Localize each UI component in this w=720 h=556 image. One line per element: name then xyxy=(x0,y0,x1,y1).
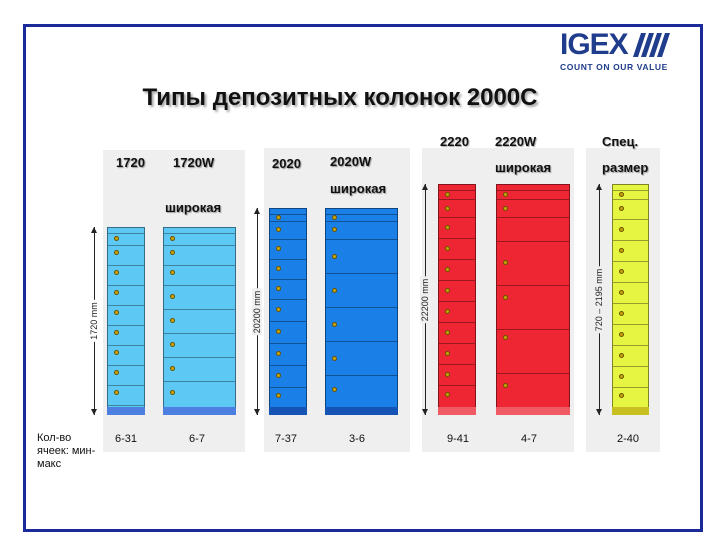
dimension-2020 xyxy=(250,208,264,415)
lock-icon xyxy=(445,330,450,335)
lock-icon xyxy=(445,246,450,251)
lock-icon xyxy=(503,383,508,388)
label-1720: 1720 xyxy=(116,155,145,170)
lock-icon xyxy=(445,267,450,272)
count-1720w: 6-7 xyxy=(189,433,205,445)
lock-icon xyxy=(445,372,450,377)
lock-icon xyxy=(170,236,175,241)
label-2020w: 2020W xyxy=(330,154,372,169)
column-plinth xyxy=(612,407,649,415)
cell-divider xyxy=(613,345,648,346)
cell-divider xyxy=(613,303,648,304)
dimension-label-2020: 20200 mm xyxy=(252,290,262,333)
cell-divider xyxy=(326,214,397,215)
count-special: 2-40 xyxy=(616,433,640,445)
cell-divider xyxy=(164,265,235,266)
cell-divider xyxy=(326,375,397,376)
cell-divider xyxy=(439,301,475,302)
logo-tagline: COUNT ON OUR VALUE xyxy=(560,62,668,72)
cell-divider xyxy=(270,259,306,260)
label-1720w-subtitle: широкая xyxy=(165,200,222,215)
logo-wordmark: IGEX xyxy=(560,28,628,61)
lock-icon xyxy=(445,288,450,293)
column-plinth xyxy=(496,407,570,415)
lock-icon xyxy=(114,350,119,355)
cell-divider xyxy=(613,387,648,388)
cell-divider xyxy=(439,343,475,344)
cell-divider xyxy=(108,345,144,346)
cell-divider xyxy=(108,365,144,366)
lock-icon xyxy=(619,192,624,197)
lock-icon xyxy=(332,288,337,293)
column-plinth xyxy=(163,407,236,415)
arrow-up-icon xyxy=(254,208,260,214)
lock-icon xyxy=(503,206,508,211)
cell-divider xyxy=(164,309,235,310)
arrow-down-icon xyxy=(422,409,428,415)
arrow-up-icon xyxy=(91,227,97,233)
label-2220w-subtitle: широкая xyxy=(495,160,552,175)
cell-divider xyxy=(613,199,648,200)
count-2220: 9-41 xyxy=(446,433,470,445)
label-1720w: 1720W xyxy=(173,155,215,170)
column-2020w xyxy=(325,208,398,415)
column-1720w xyxy=(163,227,236,415)
dimension-1720 xyxy=(87,227,101,415)
arrow-up-icon xyxy=(422,184,428,190)
cell-divider xyxy=(613,282,648,283)
lock-icon xyxy=(619,311,624,316)
dimension-special xyxy=(592,184,606,415)
lock-icon xyxy=(619,353,624,358)
lock-icon xyxy=(114,310,119,315)
lock-icon xyxy=(114,390,119,395)
cell-divider xyxy=(270,279,306,280)
column-special xyxy=(612,184,649,415)
cell-divider xyxy=(164,285,235,286)
cell-divider xyxy=(439,322,475,323)
label-special: Спец. xyxy=(602,134,639,149)
column-plinth xyxy=(107,407,145,415)
dimension-label-1720: 1720 mm xyxy=(89,302,99,340)
dimension-label-2220: 22200 mm xyxy=(420,278,430,321)
lock-icon xyxy=(445,206,450,211)
cell-divider xyxy=(164,333,235,334)
lock-icon xyxy=(114,236,119,241)
cell-divider xyxy=(439,280,475,281)
lock-icon xyxy=(503,260,508,265)
cell-divider xyxy=(270,365,306,366)
column-2220w xyxy=(496,184,570,415)
cell-divider xyxy=(439,385,475,386)
slide-title: Типы депозитных колонок 2000С xyxy=(142,84,538,111)
cell-count-label: Кол-во ячеек: мин-макс xyxy=(37,432,96,470)
cell-divider xyxy=(613,190,648,191)
count-2020w: 3-6 xyxy=(349,433,365,445)
cell-divider xyxy=(108,245,144,246)
label-2220w: 2220W xyxy=(495,134,537,149)
cell-divider xyxy=(164,381,235,382)
count-1720: 6-31 xyxy=(114,433,138,445)
label-special-subtitle: размер xyxy=(602,160,649,175)
cell-divider xyxy=(613,219,648,220)
label-2020: 2020 xyxy=(272,156,301,171)
cell-divider xyxy=(439,217,475,218)
cell-divider xyxy=(613,261,648,262)
lock-icon xyxy=(619,248,624,253)
column-plinth xyxy=(438,407,476,415)
lock-icon xyxy=(445,225,450,230)
lock-icon xyxy=(276,227,281,232)
lock-icon xyxy=(276,351,281,356)
cell-divider xyxy=(108,285,144,286)
cell-divider xyxy=(270,299,306,300)
column-2020 xyxy=(269,208,307,415)
cell-divider xyxy=(108,385,144,386)
cell-divider xyxy=(326,221,397,222)
cell-divider xyxy=(270,221,306,222)
lock-icon xyxy=(619,290,624,295)
column-plinth xyxy=(325,407,398,415)
cell-divider xyxy=(270,387,306,388)
count-2220w: 4-7 xyxy=(521,433,537,445)
cell-divider xyxy=(270,239,306,240)
cell-divider xyxy=(108,305,144,306)
cell-divider xyxy=(270,343,306,344)
lock-icon xyxy=(114,250,119,255)
lock-icon xyxy=(619,332,624,337)
count-2020: 7-37 xyxy=(274,433,298,445)
lock-icon xyxy=(276,393,281,398)
arrow-down-icon xyxy=(254,409,260,415)
lock-icon xyxy=(170,366,175,371)
arrow-down-icon xyxy=(91,409,97,415)
cell-divider xyxy=(164,357,235,358)
cell-divider xyxy=(439,364,475,365)
lock-icon xyxy=(276,329,281,334)
cell-divider xyxy=(108,265,144,266)
cell-divider xyxy=(497,217,569,218)
label-2020w-subtitle: широкая xyxy=(330,181,387,196)
dimension-2220 xyxy=(418,184,432,415)
dimension-label-special: 720 – 2195 mm xyxy=(594,268,604,331)
lock-icon xyxy=(276,307,281,312)
lock-icon xyxy=(170,342,175,347)
column-2220 xyxy=(438,184,476,415)
cell-divider xyxy=(270,214,306,215)
cell-divider xyxy=(108,325,144,326)
cell-divider xyxy=(497,285,569,286)
cell-divider xyxy=(439,190,475,191)
lock-icon xyxy=(170,294,175,299)
lock-icon xyxy=(332,227,337,232)
cell-divider xyxy=(326,239,397,240)
lock-icon xyxy=(276,266,281,271)
lock-icon xyxy=(170,270,175,275)
lock-icon xyxy=(170,318,175,323)
lock-icon xyxy=(445,309,450,314)
cell-divider xyxy=(613,324,648,325)
cell-divider xyxy=(439,238,475,239)
diagonal-stripes-icon xyxy=(631,33,671,57)
lock-icon xyxy=(619,269,624,274)
cell-divider xyxy=(497,190,569,191)
lock-icon xyxy=(445,192,450,197)
lock-icon xyxy=(114,330,119,335)
column-plinth xyxy=(269,407,307,415)
lock-icon xyxy=(332,322,337,327)
lock-icon xyxy=(114,290,119,295)
column-1720 xyxy=(107,227,145,415)
cell-divider xyxy=(164,245,235,246)
lock-icon xyxy=(332,387,337,392)
cell-divider xyxy=(439,259,475,260)
cell-divider xyxy=(497,329,569,330)
igex-logo xyxy=(560,30,692,76)
lock-icon xyxy=(332,254,337,259)
cell-divider xyxy=(497,373,569,374)
cell-divider xyxy=(108,233,144,234)
cell-divider xyxy=(613,366,648,367)
arrow-down-icon xyxy=(596,409,602,415)
lock-icon xyxy=(170,390,175,395)
cell-divider xyxy=(108,405,144,406)
cell-divider xyxy=(497,241,569,242)
lock-icon xyxy=(170,250,175,255)
lock-icon xyxy=(332,215,337,220)
label-2220: 2220 xyxy=(440,134,469,149)
lock-icon xyxy=(619,393,624,398)
cell-divider xyxy=(164,233,235,234)
cell-divider xyxy=(497,199,569,200)
lock-icon xyxy=(619,206,624,211)
lock-icon xyxy=(445,392,450,397)
cell-divider xyxy=(326,273,397,274)
cell-divider xyxy=(270,321,306,322)
lock-icon xyxy=(276,215,281,220)
lock-icon xyxy=(332,356,337,361)
lock-icon xyxy=(503,295,508,300)
lock-icon xyxy=(114,370,119,375)
lock-icon xyxy=(503,192,508,197)
cell-divider xyxy=(613,240,648,241)
arrow-up-icon xyxy=(596,184,602,190)
lock-icon xyxy=(445,351,450,356)
lock-icon xyxy=(619,227,624,232)
cell-divider xyxy=(326,341,397,342)
lock-icon xyxy=(276,373,281,378)
lock-icon xyxy=(114,270,119,275)
cell-divider xyxy=(439,199,475,200)
cell-divider xyxy=(326,307,397,308)
lock-icon xyxy=(503,335,508,340)
lock-icon xyxy=(276,286,281,291)
lock-icon xyxy=(276,246,281,251)
lock-icon xyxy=(619,374,624,379)
